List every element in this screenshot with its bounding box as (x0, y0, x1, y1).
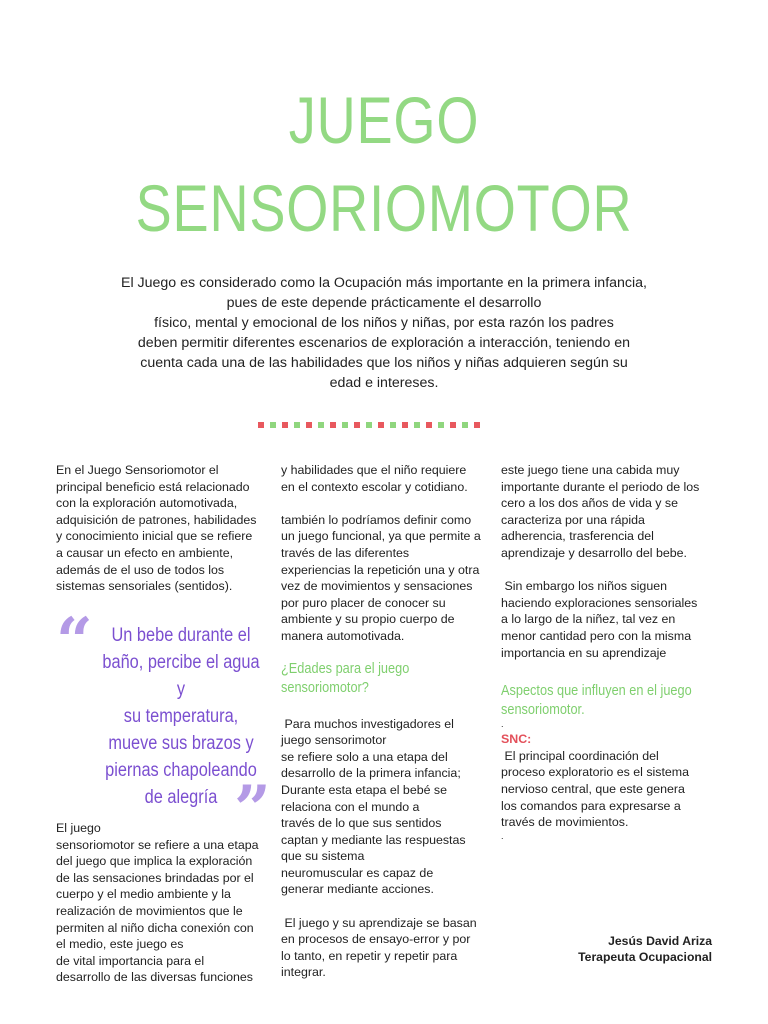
text-line: un juego funcional, ya que permite a (281, 529, 481, 544)
snc-label: SNC: (501, 732, 532, 747)
column-3 (501, 462, 721, 841)
intro-paragraph (84, 273, 684, 393)
text-line: además de el uso de todos los (56, 562, 225, 577)
title-line-2: SENSORIOMOTOR (135, 171, 633, 245)
paragraph (281, 462, 496, 495)
author-role: Terapeuta Ocupacional (578, 950, 712, 964)
text-line: menor cantidad pero con la misma (501, 628, 692, 643)
text-line: desarrollo de la primera infancia; (281, 766, 461, 781)
signature (520, 933, 712, 965)
text-line: El juego (56, 821, 101, 835)
divider-dot (270, 422, 276, 428)
text-line: Para muchos investigadores el (281, 716, 454, 731)
text-line: captan y mediante las respuestas (281, 832, 466, 847)
quote-line: mueve sus brazos y (108, 733, 254, 754)
text-line: los comandos para expresarse a (501, 798, 681, 813)
text-line: vez de movimientos y sensaciones (281, 579, 473, 594)
quote-line: y (176, 679, 186, 700)
text-line: y habilidades que el niño requiere (281, 463, 467, 477)
quote-line: baño, percibe el agua (102, 652, 260, 673)
text-line: través de las diferentes (281, 545, 410, 560)
section-heading-aspects (501, 681, 721, 719)
text-line: que su sistema (281, 849, 365, 864)
divider-dot (390, 422, 396, 428)
text-line: Durante esta etapa el bebé se (281, 782, 448, 797)
text-line: este juego tiene una cabida muy (501, 463, 680, 477)
text-line: en procesos de ensayo-error y por (281, 932, 471, 947)
divider-dot (330, 422, 336, 428)
divider-dot (426, 422, 432, 428)
text-line: través de movimientos. (501, 815, 629, 830)
author-name: Jesús David Ariza (608, 934, 712, 948)
intro-line: El Juego es considerado como la Ocupación más importante en la primera infancia, (120, 275, 647, 291)
divider-dot (378, 422, 384, 428)
text-line: aprendizaje y desarrollo del bebe. (501, 545, 687, 560)
divider-dot (474, 422, 480, 428)
text-line: de vital importancia para el (56, 953, 205, 968)
text-line: través de lo que sus sentidos (281, 816, 442, 831)
open-quote-icon: “ (56, 604, 93, 679)
text-line: caracteriza por una rápida (501, 512, 645, 527)
text-line: integrar. (281, 965, 326, 980)
text-line: adquisición de patrones, habilidades (56, 512, 257, 527)
text-line: cuerpo y el medio ambiente y la (56, 887, 231, 902)
quote-line: Un bebe durante el (111, 625, 251, 646)
heading-line: Aspectos que influyen en el juego (501, 682, 692, 700)
text-line: de las sensaciones brindadas por el (56, 870, 254, 885)
text-line: El juego y su aprendizaje se basan (281, 915, 477, 930)
text-line: Sin embargo los niños siguen (501, 579, 667, 594)
divider-dot (306, 422, 312, 428)
text-line: generar mediante acciones. (281, 882, 434, 897)
dot-separator: . (501, 830, 504, 841)
divider-dot (414, 422, 420, 428)
divider-dot (282, 422, 288, 428)
text-line: permiten al niño dicha conexión con (56, 920, 254, 935)
column-1-top (56, 462, 271, 595)
text-line: desarrollo de las diversas funciones (56, 970, 253, 985)
column-1-bottom (56, 820, 271, 986)
paragraph (281, 512, 496, 645)
text-line: juego sensorimotor (281, 733, 387, 748)
text-line: lo tanto, en repetir y repetir para (281, 948, 458, 963)
intro-line: pues de este depende prácticamente el desarrollo (226, 295, 542, 311)
text-line: a lo largo de la niñez, tal vez en (501, 612, 676, 627)
divider-dot (366, 422, 372, 428)
text-line: importancia en su aprendizaje (501, 645, 667, 660)
paragraph (56, 820, 271, 986)
column-2 (281, 462, 496, 981)
paragraph (501, 748, 721, 831)
text-line: El principal coordinación del (501, 748, 659, 763)
text-line: proceso exploratorio es el sistema (501, 765, 690, 780)
intro-line: deben permitir diferentes escenarios de exploración a interacción, teniendo en (137, 335, 631, 351)
paragraph (501, 578, 721, 661)
heading-line: sensoriomotor. (501, 701, 585, 719)
divider-dot (318, 422, 324, 428)
dot-separator: . (501, 719, 504, 730)
paragraph (281, 915, 496, 981)
text-line: se refiere solo a una etapa del (281, 749, 448, 764)
divider-dot (450, 422, 456, 428)
paragraph (56, 462, 271, 595)
title-line-1: JUEGO (288, 83, 480, 157)
text-line: el medio, este juego es (56, 937, 184, 952)
quote-line: piernas chapoleando (105, 760, 257, 781)
text-line: también lo podríamos definir como (281, 512, 472, 527)
text-line: adherencia, trasferencia del (501, 529, 654, 544)
divider-dot (402, 422, 408, 428)
text-line: En el Juego Sensoriomotor el (56, 463, 219, 477)
text-line: manera automotivada. (281, 628, 405, 643)
divider-dot (294, 422, 300, 428)
divider-dot (354, 422, 360, 428)
section-heading-ages (281, 659, 496, 697)
text-line: neuromuscular es capaz de (281, 865, 434, 880)
text-line: sistemas sensoriales (sentidos). (56, 579, 233, 594)
text-line: por puro placer de conocer su (281, 595, 446, 610)
dotted-divider (258, 422, 480, 428)
paragraph (501, 462, 721, 562)
text-line: relaciona con el mundo a (281, 799, 420, 814)
text-line: importante durante el periodo de los (501, 479, 700, 494)
heading-line: ¿Edades para el juego (281, 659, 410, 677)
text-line: a causar un efecto en ambiente, (56, 545, 234, 560)
divider-dot (438, 422, 444, 428)
text-line: realización de movimientos que le (56, 903, 243, 918)
text-line: y conocimiento inicial que se refiere (56, 529, 253, 544)
text-line: cero a los dos años de vida y se (501, 496, 679, 511)
text-line: sensoriomotor se refiere a una etapa (56, 837, 259, 852)
text-line: haciendo exploraciones sensoriales (501, 595, 698, 610)
text-line: del juego que implica la exploración (56, 854, 253, 869)
paragraph (281, 716, 496, 899)
divider-dot (258, 422, 264, 428)
close-quote-icon: ” (234, 772, 271, 847)
text-line: principal beneficio está relacionado (56, 479, 250, 494)
intro-line: físico, mental y emocional de los niños y niñas, por esta razón los padres (154, 315, 614, 331)
text-line: experiencias la repetición una y otra (281, 562, 480, 577)
text-line: en el contexto escolar y cotidiano. (281, 479, 468, 494)
text-line: ambiente y su propio cuerpo de (281, 612, 455, 627)
intro-line: cuenta cada una de las habilidades que los niños y niñas adquieren según su (140, 355, 628, 371)
divider-dot (342, 422, 348, 428)
text-line: nervioso central, que este genera (501, 781, 685, 796)
heading-line: sensoriomotor? (281, 678, 369, 696)
quote-line: de alegría (144, 787, 218, 808)
text-line: con la exploración automotivada, (56, 496, 238, 511)
intro-line: edad e intereses. (329, 375, 439, 391)
divider-dot (462, 422, 468, 428)
quote-line: su temperatura, (123, 706, 239, 727)
